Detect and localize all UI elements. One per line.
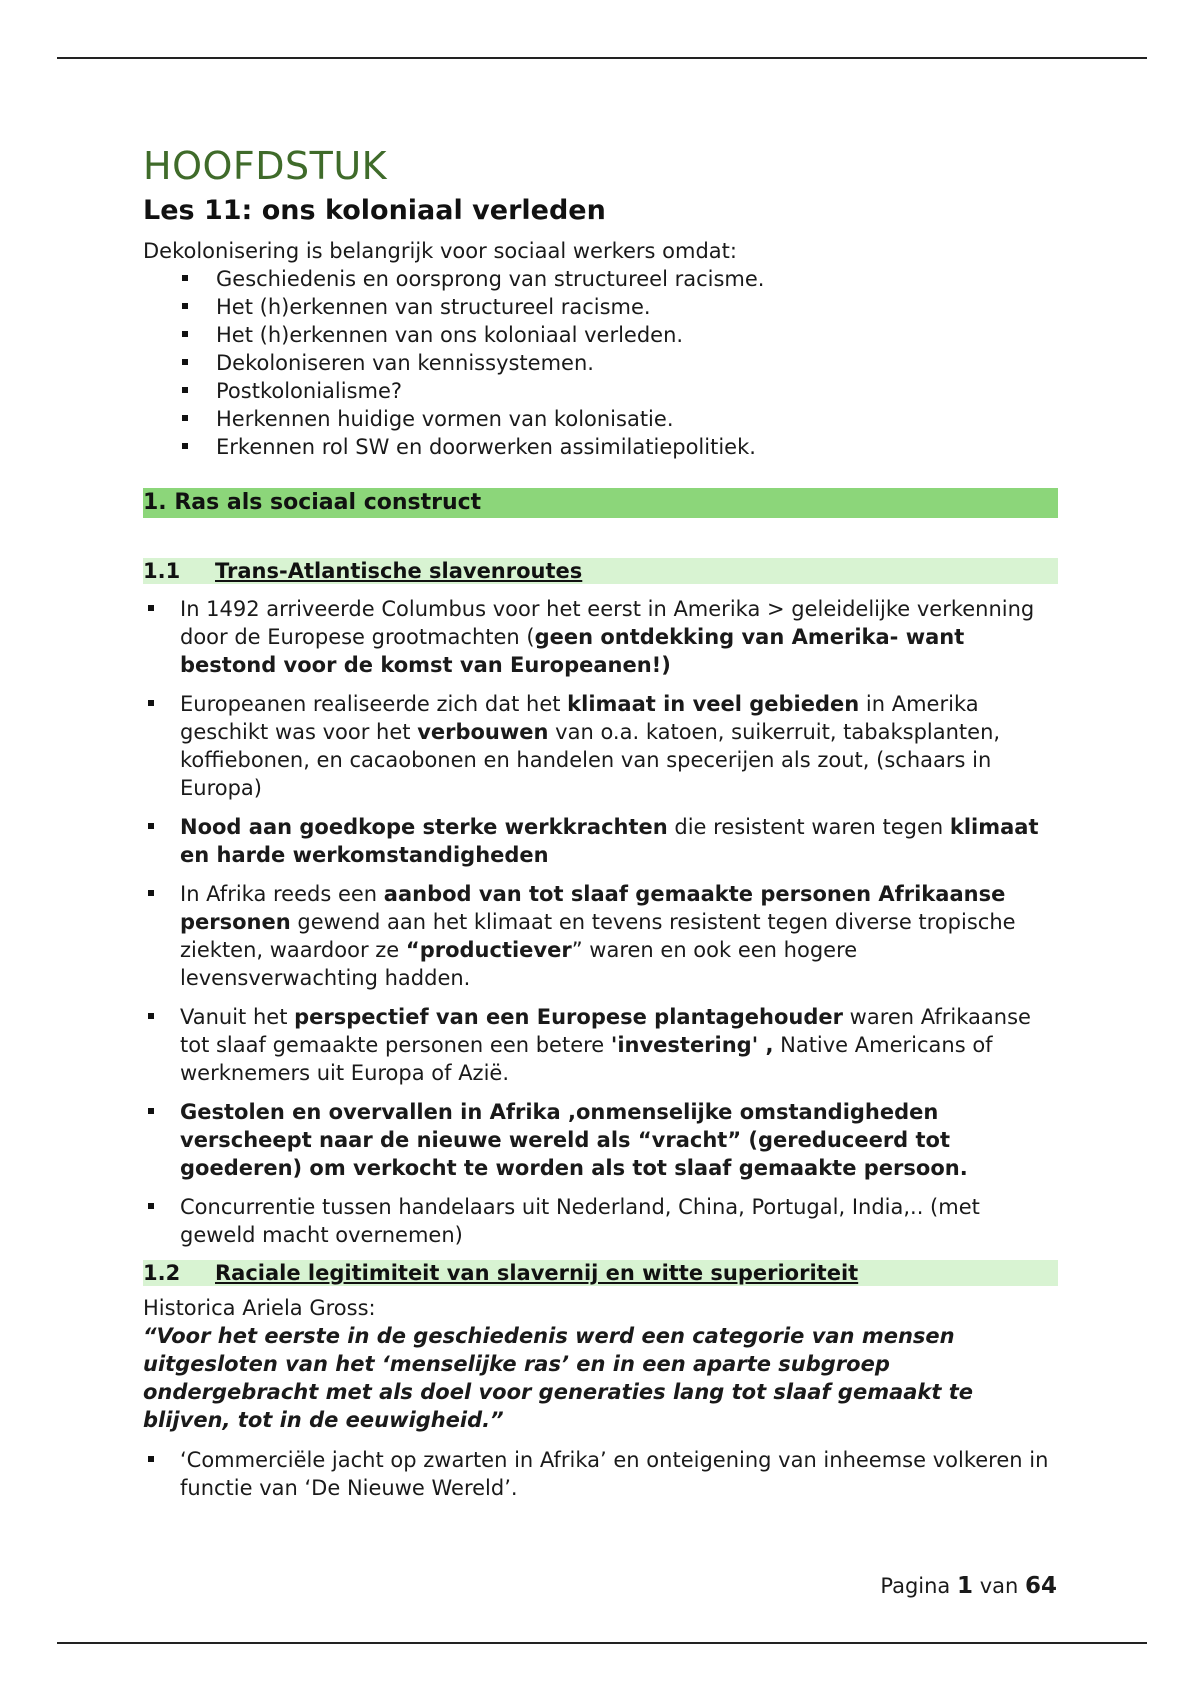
text-run: Vanuit het: [180, 1005, 295, 1029]
chapter-heading: HOOFDSTUK: [143, 144, 388, 188]
of-label: van: [979, 1574, 1019, 1598]
total-pages: 64: [1024, 1573, 1057, 1599]
intro-text: Dekolonisering is belangrijk voor sociaal werkers omdat:: [143, 239, 737, 263]
text-run: In 1492 arriveerde Columbus voor het eerst in Amerika > geleidelijke verkenning door de Europese grootmachten (: [180, 597, 1035, 649]
text-run: Concurrentie tussen handelaars uit Nederland, China, Portugal, India,.. (met geweld macht overnemen): [180, 1195, 980, 1247]
bold-text: “productiever: [405, 938, 572, 962]
list-item: [143, 1003, 1058, 1087]
bullet-list: [143, 595, 1058, 1249]
header-rule: [57, 57, 1147, 59]
section-heading-1: 1. Ras als sociaal construct: [143, 488, 1058, 518]
list-item: Het (h)erkennen van structureel racisme.: [143, 293, 1058, 321]
section-heading-1-1: [143, 558, 1058, 584]
list-item: [143, 1193, 1058, 1249]
text-run: In Afrika reeds een: [180, 882, 384, 906]
list-item: Dekoloniseren van kennissystemen.: [143, 349, 1058, 377]
bold-text: perspectief van een Europese plantagehouder: [294, 1005, 843, 1029]
footer-rule: [57, 1642, 1147, 1644]
bold-text: Nood aan goedkope sterke werkkrachten: [180, 815, 668, 839]
section-heading-1-2: [143, 1260, 1058, 1286]
intro-list: [143, 265, 1058, 461]
section-number: 1.2: [143, 1261, 181, 1285]
list-item: Herkennen huidige vormen van kolonisatie.: [143, 405, 1058, 433]
bold-text: Gestolen en overvallen in Afrika ,onmenselijke omstandigheden verscheept naar de nieuwe wereld als “vracht” (gereduceerd tot goederen) om verkocht te worden als tot slaaf gemaakte persoon.: [180, 1100, 968, 1180]
list-item: Geschiedenis en oorsprong van structureel racisme.: [143, 265, 1058, 293]
bold-text: klimaat en harde werkomstandigheden: [180, 815, 1039, 867]
text-run: Native Americans of werknemers uit Europa of Azië.: [180, 1033, 993, 1085]
bold-text: verbouwen: [417, 720, 549, 744]
current-page: 1: [956, 1573, 973, 1599]
section-number: 1.1: [143, 559, 181, 583]
list-item: [143, 595, 1058, 679]
list-item: Erkennen rol SW en doorwerken assimilatiepolitiek.: [143, 433, 1058, 461]
block-quote: “Voor het eerste in de geschiedenis werd een categorie van mensen uitgesloten van het ‘menselijke ras’ en in een aparte subgroep ondergebracht met als doel voor generaties lang tot slaaf gemaakt te blijven, tot in de eeuwigheid.”: [143, 1324, 974, 1432]
list-item: [143, 813, 1058, 869]
bold-text: 'investering' ,: [610, 1033, 774, 1057]
page-number: [880, 1572, 1057, 1600]
list-item: [143, 880, 1058, 992]
section-title: Raciale legitimiteit van slavernij en witte superioriteit: [215, 1261, 859, 1285]
section-title: Trans-Atlantische slavenroutes: [215, 559, 583, 583]
bold-text: aanbod van tot slaaf gemaakte personen Afrikaanse personen: [180, 882, 1006, 934]
text-run: ” waren en ook een hogere levensverwachting hadden.: [180, 938, 858, 990]
text-run: Europeanen realiseerde zich dat het: [180, 692, 568, 716]
list-item: Postkolonialisme?: [143, 377, 1058, 405]
bold-text: klimaat in veel gebieden: [567, 692, 860, 716]
text-run: van o.a. katoen, suikerruit, tabaksplanten, koffiebonen, en cacaobonen en handelen van specerijen als zout, (schaars in Europa): [180, 720, 1001, 800]
list-item: Het (h)erkennen van ons koloniaal verleden.: [143, 321, 1058, 349]
list-item: ‘Commerciële jacht op zwarten in Afrika’ en onteigening van inheemse volkeren in functie van ‘De Nieuwe Wereld’.: [143, 1446, 1058, 1502]
text-run: gewend aan het klimaat en tevens resistent tegen diverse tropische ziekten, waardoor ze: [180, 910, 1016, 962]
text-run: die resistent waren tegen: [667, 815, 950, 839]
bullet-list: [143, 1446, 1058, 1502]
list-item: [143, 690, 1058, 802]
text-run: in Amerika geschikt was voor het: [180, 692, 979, 744]
text-run: waren Afrikaanse tot slaaf gemaakte personen een betere: [180, 1005, 1031, 1057]
page-label: Pagina: [880, 1574, 951, 1598]
document-page: [143, 138, 1058, 1513]
lesson-title: Les 11: ons koloniaal verleden: [143, 195, 606, 226]
bold-text: geen ontdekking van Amerika- want bestond voor de komst van Europeanen!): [180, 625, 965, 677]
quote-attribution: Historica Ariela Gross:: [143, 1296, 376, 1320]
list-item: [143, 1098, 1058, 1182]
